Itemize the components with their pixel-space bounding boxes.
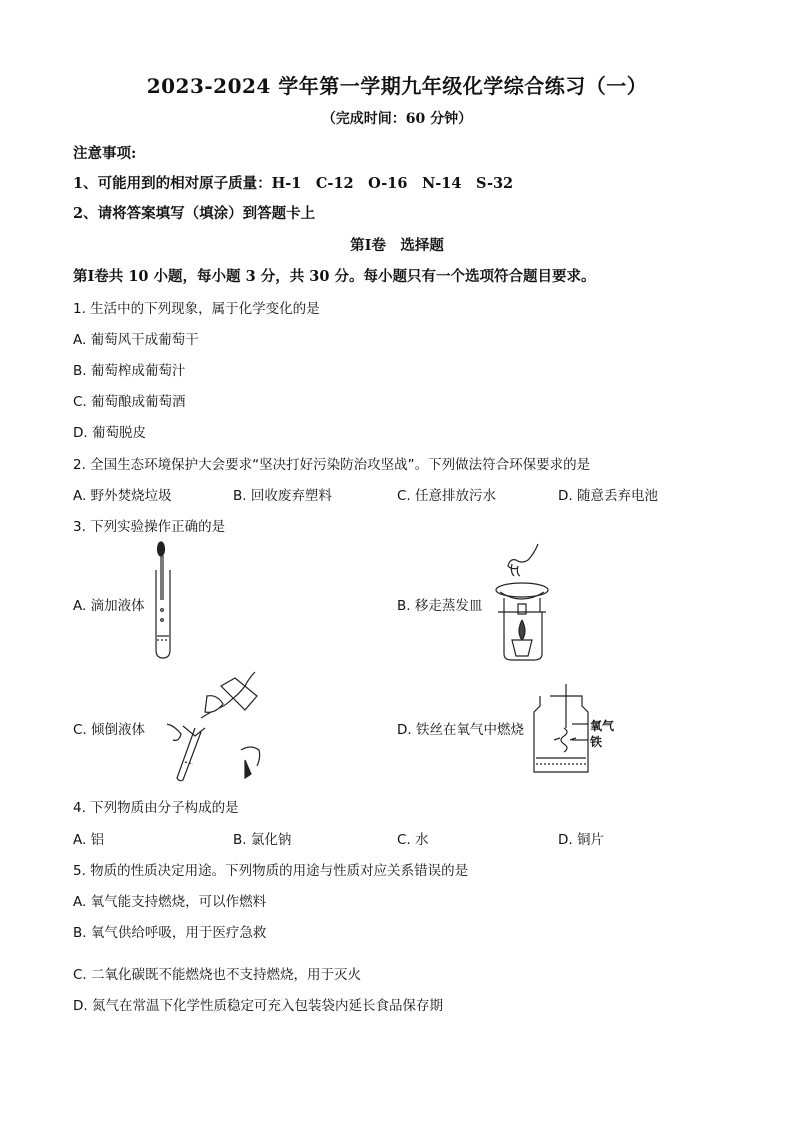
iron-burning-jar-figure [530,682,630,778]
question-3-option-a: A. 滴加液体 [73,598,145,614]
notes-item-1: 1、可能用到的相对原子质量：H-1 C-12 O-16 N-14 S-32 [73,175,514,192]
oxygen-label: 氧气 [590,719,615,733]
question-1-option-c: C. 葡萄酿成葡萄酒 [73,394,186,410]
question-1-stem: 1. 生活中的下列现象，属于化学变化的是 [73,301,320,317]
section-instruction: 第Ⅰ卷共 10 小题，每小题 3 分，共 30 分。每小题只有一个选项符合题目要求。 [73,268,596,285]
question-5-option-c: C. 二氧化碳既不能燃烧也不支持燃烧，用于灭火 [73,967,362,983]
question-2-option-b: B. 回收废弃塑料 [233,488,332,504]
question-2-option-d: D. 随意丢弃电池 [558,488,658,504]
question-4-stem: 4. 下列物质由分子构成的是 [73,800,239,816]
question-4-option-b: B. 氯化钠 [233,832,292,848]
pouring-liquid-figure [165,666,275,784]
question-5-option-a: A. 氧气能支持燃烧，可以作燃料 [73,894,267,910]
iron-label: 铁 [590,735,603,749]
question-3-option-b: B. 移走蒸发皿 [397,598,483,614]
question-5-stem: 5. 物质的性质决定用途。下列物质的用途与性质对应关系错误的是 [73,863,469,879]
dropper-test-tube-figure [148,540,184,662]
notes-heading: 注意事项: [73,145,137,162]
question-2-option-c: C. 任意排放污水 [397,488,497,504]
question-3-option-d: D. 铁丝在氧气中燃烧 [397,722,524,738]
question-2-option-a: A. 野外焚烧垃圾 [73,488,172,504]
section-title: 第Ⅰ卷 选择题 [350,237,444,254]
evaporating-dish-figure [488,540,560,664]
question-2-stem: 2. 全国生态环境保护大会要求“坚决打好污染防治攻坚战”。下列做法符合环保要求的是 [73,457,591,473]
question-1-option-d: D. 葡萄脱皮 [73,425,146,441]
notes-item-2: 2、请将答案填写（填涂）到答题卡上 [73,205,316,222]
question-1-option-b: B. 葡萄榨成葡萄汁 [73,363,186,379]
question-3-stem: 3. 下列实验操作正确的是 [73,519,226,535]
question-1-option-a: A. 葡萄风干成葡萄干 [73,332,199,348]
question-3-option-c: C. 倾倒液体 [73,722,146,738]
page-title: 2023-2024 学年第一学期九年级化学综合练习（一） [146,74,648,98]
question-4-option-a: A. 铝 [73,832,105,848]
question-4-option-d: D. 铜片 [558,832,604,848]
question-5-option-b: B. 氧气供给呼吸，用于医疗急救 [73,925,267,941]
time-limit: （完成时间：60 分钟） [321,111,473,127]
question-5-option-d: D. 氮气在常温下化学性质稳定可充入包装袋内延长食品保存期 [73,998,443,1014]
question-4-option-c: C. 水 [397,832,429,848]
